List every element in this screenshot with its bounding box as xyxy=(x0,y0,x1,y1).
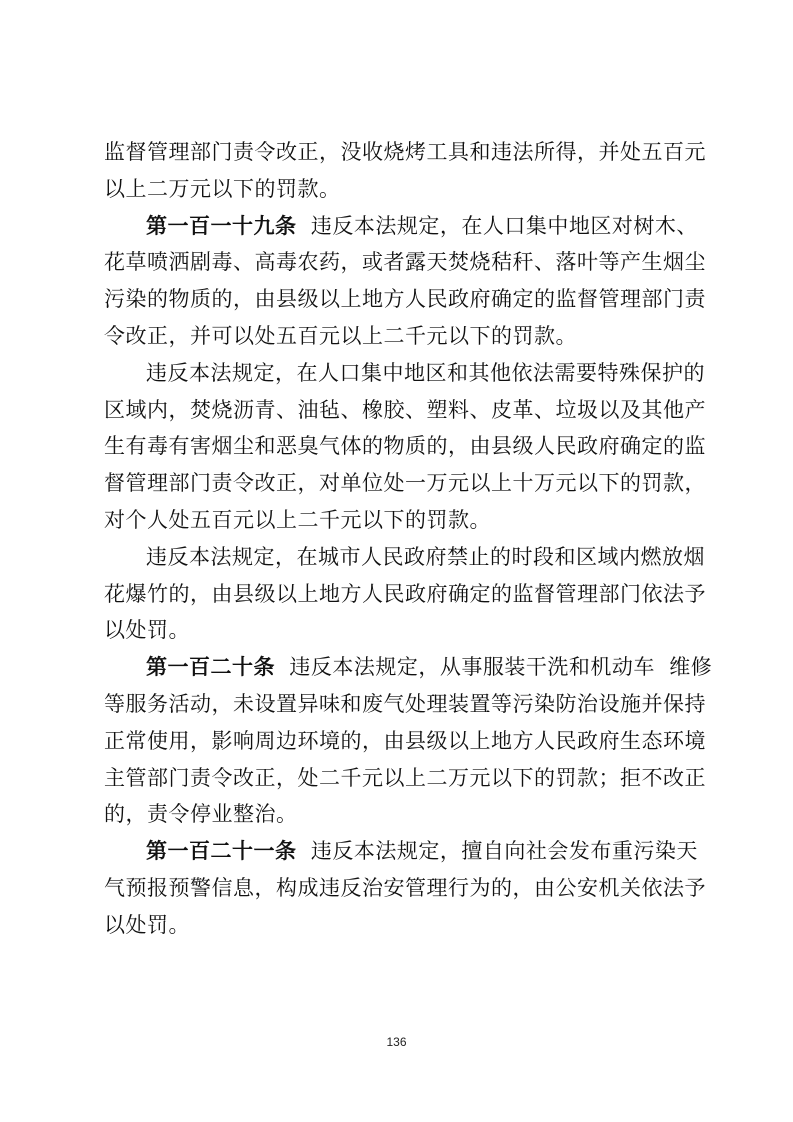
paragraph-continuation xyxy=(104,134,706,208)
page-number: 136 xyxy=(386,1035,407,1049)
article-119-clause-2 xyxy=(104,355,706,539)
text-line: 监督管理部门责令改正，没收烧烤工具和违法所得，并处五百元 xyxy=(104,140,706,164)
text-line: 区域内，焚烧沥青、油毡、橡胶、塑料、皮革、垃圾以及其他产 xyxy=(104,397,706,422)
text-line: 花草喷洒剧毒、高毒农药，或者露天焚烧秸秆、落叶等产生烟尘 xyxy=(104,250,706,275)
text-line: 主管部门责令改正，处二千元以上二万元以下的罚款；拒不改正 xyxy=(104,765,706,790)
article-text: 违反本法规定，擅自向社会发布重污染天 xyxy=(310,839,698,864)
text-line: 违反本法规定，在人口集中地区和其他依法需要特殊保护的 xyxy=(146,360,705,385)
document-body xyxy=(104,134,713,944)
article-119-paragraph xyxy=(104,208,706,355)
article-120-paragraph xyxy=(104,649,713,833)
text-line xyxy=(104,833,698,870)
text-line: 的，责令停业整治。 xyxy=(104,802,298,827)
text-line: 以处罚。 xyxy=(104,912,190,937)
text-line: 以上二万元以下的罚款。 xyxy=(104,176,341,201)
article-text: 违反本法规定，在人口集中地区对树木、 xyxy=(310,213,698,238)
article-119-clause-3 xyxy=(104,539,706,649)
text-line xyxy=(104,649,713,686)
article-number: 第一百二十条 xyxy=(146,655,275,680)
text-line: 污染的物质的，由县级以上地方人民政府确定的监督管理部门责 xyxy=(104,287,706,312)
article-121-paragraph xyxy=(104,833,706,943)
text-line: 以处罚。 xyxy=(104,618,190,643)
article-number: 第一百二十一条 xyxy=(146,839,297,864)
text-line: 令改正，并可以处五百元以上二千元以下的罚款。 xyxy=(104,323,577,348)
article-text: 违反本法规定，从事服装干洗和机动车 维修 xyxy=(289,655,713,680)
article-number: 第一百一十九条 xyxy=(146,213,297,238)
text-line xyxy=(104,208,698,245)
text-line: 生有毒有害烟尘和恶臭气体的物质的，由县级人民政府确定的监 xyxy=(104,434,706,459)
text-line: 正常使用，影响周边环境的，由县级以上地方人民政府生态环境 xyxy=(104,728,706,753)
text-line: 等服务活动，未设置异味和废气处理装置等污染防治设施并保持 xyxy=(104,691,706,716)
text-line: 督管理部门责令改正，对单位处一万元以上十万元以下的罚款， xyxy=(104,471,706,496)
text-line: 气预报预警信息，构成违反治安管理行为的，由公安机关依法予 xyxy=(104,875,706,900)
text-line: 对个人处五百元以上二千元以下的罚款。 xyxy=(104,507,491,532)
text-line: 违反本法规定，在城市人民政府禁止的时段和区域内燃放烟 xyxy=(146,544,705,569)
text-line: 花爆竹的，由县级以上地方人民政府确定的监督管理部门依法予 xyxy=(104,581,706,606)
